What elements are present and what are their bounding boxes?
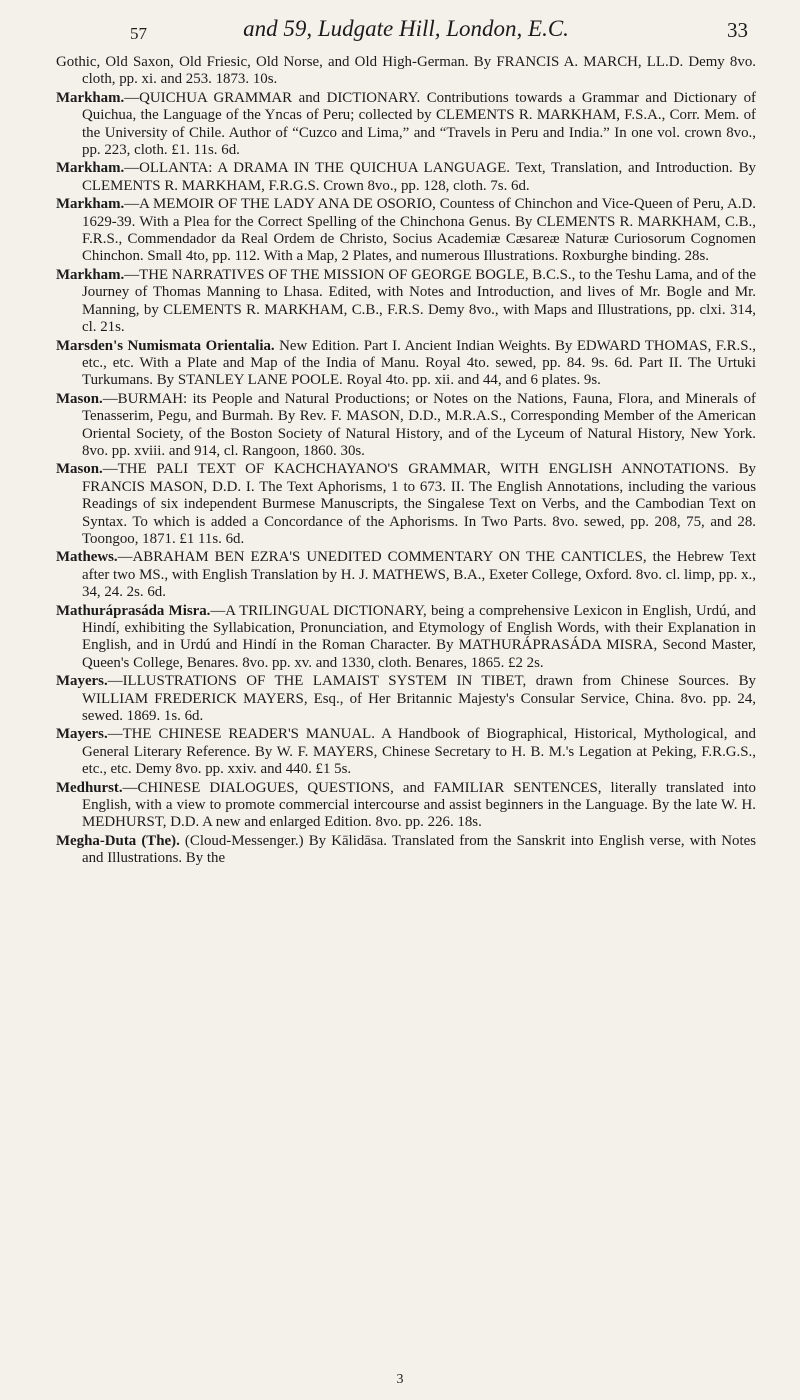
catalogue-entry: [56, 338, 756, 390]
entry-headword: Megha-Duta (The).: [56, 832, 180, 849]
running-head-number: 57: [130, 24, 147, 43]
page-number: 33: [727, 18, 748, 42]
entry-headword: Mathews.: [56, 549, 118, 566]
entry-text: —A TRILINGUAL DICTIONARY, being a comprehensive Lexicon in English, Urdú, and Hindí, exhibiting the Syllabication, Pronunciation, and Etymology of English Words, with their Explanation in English, and in Urdú and Hindí in the Roman Character. By MATHURÁPRASÁDA MISRA, Second Master, Queen's College, Benares. 8vo. pp. xv. and 1330, cloth. Benares, 1865. £2 2s.: [82, 602, 756, 671]
entry-text: —OLLANTA: A DRAMA IN THE QUICHUA LANGUAGE. Text, Translation, and Introduction. By CLEMENTS R. MARKHAM, F.R.G.S. Crown 8vo., pp. 128, cloth. 7s. 6d.: [82, 160, 756, 194]
entry-text: Gothic, Old Saxon, Old Friesic, Old Norse, and Old High-German. By FRANCIS A. MARCH, LL.D. Demy 8vo. cloth, pp. xi. and 253. 1873. 10s.: [56, 54, 756, 88]
entry-headword: Mathuráprasáda Misra.: [56, 602, 211, 619]
catalogue-entry: [56, 833, 756, 868]
catalogue-entry: [56, 90, 756, 160]
entry-text: —BURMAH: its People and Natural Productions; or Notes on the Nations, Fauna, Flora, and Minerals of Tenasserim, Pegu, and Burmah. By Rev. F. MASON, D.D., M.R.A.S., Corresponding Member of the American Oriental Society, of the Boston Society of Natural History, and of the Lyceum of Natural History, New York. 8vo. pp. xviii. and 914, cl. Rangoon, 1860. 30s.: [82, 390, 756, 459]
catalogue-entry: [56, 673, 756, 725]
catalogue-entry: [56, 160, 756, 195]
entry-text: —ABRAHAM BEN EZRA'S UNEDITED COMMENTARY ON THE CANTICLES, the Hebrew Text after two MS., with English Translation by H. J. MATHEWS, B.A., Exeter College, Oxford. 8vo. cl. limp, pp. x., 34, 24. 2s. 6d.: [82, 549, 756, 601]
catalogue-entry: [56, 549, 756, 601]
entry-headword: Markham.: [56, 160, 125, 177]
catalogue-entry: [56, 54, 756, 89]
entry-headword: Markham.: [56, 196, 125, 213]
entry-text: —THE CHINESE READER'S MANUAL. A Handbook of Biographical, Historical, Mythological, and General Literary Reference. By W. F. MAYERS, Chinese Secretary to H. B. M.'s Legation at Peking, F.R.G.S., etc., etc. Demy 8vo. pp. xxiv. and 440. £1 5s.: [82, 726, 756, 778]
catalogue-entry: [56, 780, 756, 832]
entry-text: —CHINESE DIALOGUES, QUESTIONS, and FAMILIAR SENTENCES, literally translated into English, with a view to promote commercial intercourse and assist beginners in the Language. By the late W. H. MEDHURST, D.D. A new and enlarged Edition. 8vo. pp. 226. 18s.: [82, 779, 756, 831]
running-head: [56, 10, 756, 50]
catalogue-entry: [56, 461, 756, 548]
entry-text: (Cloud-Messenger.) By Kālidāsa. Translated from the Sanskrit into English verse, with Notes and Illustrations. By the: [82, 832, 756, 867]
catalogue-entry: [56, 267, 756, 337]
entry-headword: Mason.: [56, 461, 103, 478]
entry-text: —ILLUSTRATIONS OF THE LAMAIST SYSTEM IN TIBET, drawn from Chinese Sources. By WILLIAM FREDERICK MAYERS, Esq., of Her Britannic Majesty's Consular Service, China. 8vo. pp. 24, sewed. 1869. 1s. 6d.: [82, 673, 756, 725]
entry-headword: Markham.: [56, 266, 125, 283]
entry-headword: Markham.: [56, 89, 125, 106]
entry-text: —A MEMOIR OF THE LADY ANA DE OSORIO, Countess of Chinchon and Vice-Queen of Peru, A.D. 1629-39. With a Plea for the Correct Spelling of the Chinchona Genus. By CLEMENTS R. MARKHAM, C.B., F.R.S., Commendador da Real Ordem de Christo, Socius Academiæ Cæsareæ Naturæ Curiosorum Cognomen Chinchon. Small 4to, pp. 112. With a Map, 2 Plates, and numerous Illustrations. Roxburghe binding. 28s.: [82, 196, 756, 265]
catalogue-entry: [56, 726, 756, 778]
entry-text: —THE NARRATIVES OF THE MISSION OF GEORGE BOGLE, B.C.S., to the Teshu Lama, and of the Journey of Thomas Manning to Lhasa. Edited, with Notes and Introduction, and lives of Mr. Bogle and Mr. Manning, by CLEMENTS R. MARKHAM, C.B., F.R.S. Demy 8vo., with Maps and Illustrations, pp. clxi. 314, cl. 21s.: [82, 266, 756, 336]
entry-headword: Mason.: [56, 390, 103, 407]
publisher-address: and 59, Ludgate Hill, London, E.C.: [243, 16, 569, 41]
entry-text: New Edition. Part I. Ancient Indian Weights. By EDWARD THOMAS, F.R.S., etc., etc. With a Plate and Map of the India of Manu. Royal 4to. sewed, pp. 84. 9s. 6d. Part II. The Urtuki Turkumans. By STANLEY LANE POOLE. Royal 4to. pp. xii. and 44, and 6 plates. 9s.: [82, 337, 756, 389]
catalogue-entries: [56, 54, 756, 868]
signature-mark: 3: [396, 1372, 404, 1387]
catalogue-entry: [56, 391, 756, 461]
catalogue-entry: [56, 603, 756, 673]
entry-headword: Medhurst.: [56, 779, 123, 796]
entry-headword: Mayers.: [56, 726, 108, 743]
entry-headword: Mayers.: [56, 673, 108, 690]
catalogue-entry: [56, 196, 756, 266]
entry-headword: Marsden's Numismata Orientalia.: [56, 337, 275, 354]
entry-text: —THE PALI TEXT OF KACHCHAYANO'S GRAMMAR, WITH ENGLISH ANNOTATIONS. By FRANCIS MASON, D.D. I. The Text Aphorisms, 1 to 673. II. The English Annotations, including the various Readings of six independent Burmese Manuscripts, the Singalese Text on Verbs, and the Cambodian Text on Syntax. To which is added a Concordance of the Aphorisms. In Two Parts. 8vo. sewed, pp. 208, 75, and 28. Toongoo, 1871. £1 11s. 6d.: [82, 461, 756, 547]
entry-text: —QUICHUA GRAMMAR and DICTIONARY. Contributions towards a Grammar and Dictionary of Quichua, the Language of the Yncas of Peru; collected by CLEMENTS R. MARKHAM, F.S.A., Corr. Mem. of the University of Chile. Author of “Cuzco and Lima,” and “Travels in Peru and India.” In one vol. crown 8vo., pp. 223, cloth. £1. 11s. 6d.: [82, 89, 756, 159]
